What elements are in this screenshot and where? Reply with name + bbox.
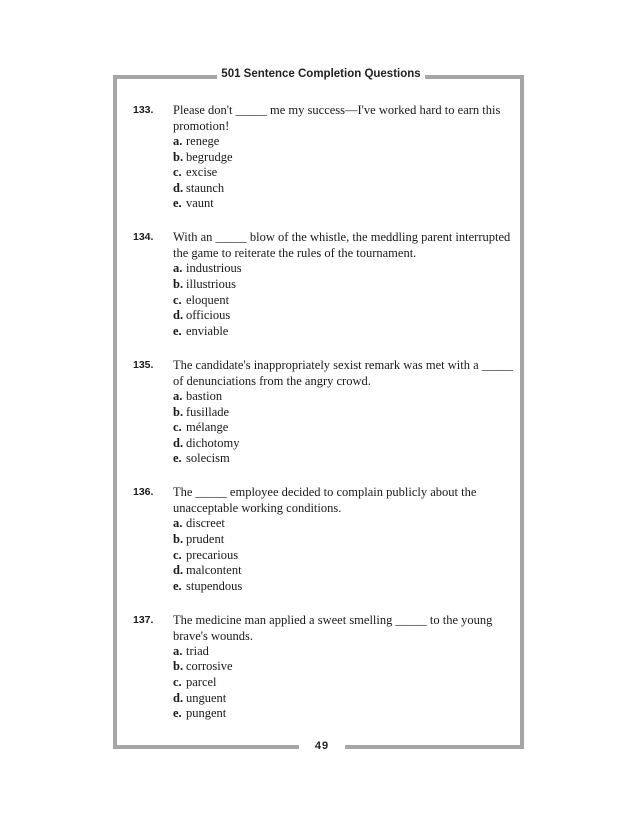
option-letter: c. <box>173 292 182 307</box>
option-letter: d. <box>173 435 184 450</box>
answer-option <box>173 516 513 532</box>
option-letter: c. <box>173 547 182 562</box>
option-text: malcontent <box>186 563 242 578</box>
option-text: stupendous <box>186 578 243 593</box>
question-135 <box>133 357 513 467</box>
answer-option <box>173 659 513 675</box>
frame-border-left <box>113 75 117 749</box>
option-text: illustrious <box>186 277 237 292</box>
page-number: 49 <box>314 740 330 752</box>
option-text: solecism <box>186 451 230 466</box>
answer-option <box>173 644 513 660</box>
answer-option <box>173 196 513 212</box>
question-text: The medicine man applied a sweet smelling _____ to the young brave's wounds. <box>173 612 493 643</box>
question-number: 137. <box>133 613 154 626</box>
option-text: renege <box>186 134 220 148</box>
option-text: excise <box>186 165 218 180</box>
option-text: staunch <box>186 180 225 195</box>
option-letter: e. <box>173 451 182 466</box>
option-letter: d. <box>173 308 184 323</box>
option-text: parcel <box>186 675 217 690</box>
option-letter: a. <box>173 643 183 658</box>
option-text: unguent <box>186 690 227 705</box>
question-text: The _____ employee decided to complain publicly about the unacceptable working conditions. <box>173 485 477 516</box>
option-text: pungent <box>186 706 227 721</box>
answer-option <box>173 150 513 166</box>
option-text: eloquent <box>186 292 230 307</box>
page-header-title: 501 Sentence Completion Questions <box>221 68 421 80</box>
option-text: fusillade <box>186 404 230 419</box>
frame-border-bottom-right <box>345 745 524 749</box>
frame-border-top-left <box>113 75 217 79</box>
answer-option <box>173 420 513 436</box>
option-text: vaunt <box>186 196 214 211</box>
question-number: 134. <box>133 231 154 244</box>
option-text: enviable <box>186 323 229 338</box>
option-letter: b. <box>173 659 184 674</box>
option-text: prudent <box>186 532 225 546</box>
option-letter: b. <box>173 149 184 164</box>
question-136 <box>133 484 513 594</box>
answer-option <box>173 451 513 467</box>
answer-option <box>173 706 513 722</box>
question-number: 133. <box>133 104 154 116</box>
option-text: precarious <box>186 547 239 562</box>
question-text: With an _____ blow of the whistle, the meddling parent interrupted the game to reiterate the rules of the tournament. <box>173 230 511 261</box>
option-text: industrious <box>186 261 242 276</box>
option-letter: c. <box>173 420 182 435</box>
option-letter: b. <box>173 532 184 546</box>
option-text: discreet <box>186 516 225 531</box>
option-letter: e. <box>173 706 182 721</box>
answer-option <box>173 675 513 691</box>
option-text: mélange <box>186 420 229 435</box>
answer-option <box>173 324 513 340</box>
option-letter: a. <box>173 516 183 531</box>
frame-border-bottom-left <box>113 745 299 749</box>
answer-option <box>173 548 513 564</box>
answer-option <box>173 308 513 324</box>
option-letter: a. <box>173 388 183 403</box>
option-letter: c. <box>173 675 182 690</box>
option-letter: a. <box>173 261 183 276</box>
option-letter: b. <box>173 277 184 292</box>
answer-option <box>173 579 513 595</box>
option-text: officious <box>186 308 231 323</box>
answer-option <box>173 261 513 277</box>
question-137 <box>133 612 513 722</box>
question-list <box>133 102 513 739</box>
frame-border-right <box>520 75 524 749</box>
option-letter: e. <box>173 323 182 338</box>
option-letter: d. <box>173 180 184 195</box>
frame-border-top-right <box>425 75 524 79</box>
answer-option <box>173 165 513 181</box>
question-text: The candidate's inappropriately sexist remark was met with a _____ of denunciations from the angry crowd. <box>173 357 513 388</box>
option-letter: d. <box>173 563 184 578</box>
option-text: begrudge <box>186 149 233 164</box>
option-letter: c. <box>173 165 182 180</box>
answer-option <box>173 134 513 150</box>
option-text: bastion <box>186 388 223 403</box>
answer-option <box>173 389 513 405</box>
answer-option <box>173 405 513 421</box>
answer-option <box>173 691 513 707</box>
question-133 <box>133 102 513 212</box>
option-letter: e. <box>173 578 182 593</box>
option-text: triad <box>186 643 209 658</box>
answer-option <box>173 532 513 548</box>
question-number: 135. <box>133 358 154 371</box>
question-134 <box>133 229 513 339</box>
answer-option <box>173 277 513 293</box>
answer-option <box>173 293 513 309</box>
answer-option <box>173 436 513 452</box>
question-text: Please don't _____ me my success—I've worked hard to earn this promotion! <box>173 103 501 133</box>
answer-option <box>173 563 513 579</box>
option-text: corrosive <box>186 659 233 674</box>
option-letter: a. <box>173 134 183 148</box>
option-letter: e. <box>173 196 182 211</box>
option-letter: d. <box>173 690 184 705</box>
question-number: 136. <box>133 486 154 499</box>
option-letter: b. <box>173 404 184 419</box>
answer-option <box>173 181 513 197</box>
option-text: dichotomy <box>186 435 240 450</box>
